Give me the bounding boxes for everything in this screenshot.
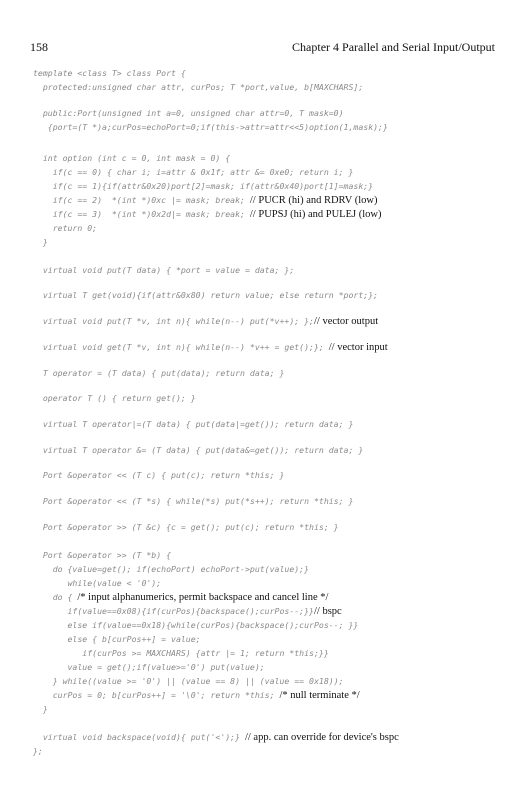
code-line: } while((value >= '0') || (value == 8) || (value == 0x18)); <box>33 676 344 686</box>
code-comment: /* null terminate */ <box>279 690 360 701</box>
code-line: if(curPos >= MAXCHARS) {attr |= 1; return *this;}} <box>33 648 329 658</box>
code-line: {port=(T *)a;curPos=echoPort=0;if(this->attr=attr<<5)option(1,mask);} <box>33 122 388 132</box>
code-comment: /* input alphanumerics, permit backspace and cancel line */ <box>77 592 329 603</box>
code-text: if(c == 2) *(int *)0xc |= mask; break; <box>33 195 250 205</box>
code-line: else { b[curPos++] = value; <box>33 634 201 644</box>
code-comment: // PUCR (hi) and RDRV (low) <box>249 195 378 206</box>
code-line: }; <box>33 746 43 756</box>
code-line: int option (int c = 0, int mask = 0) { <box>33 153 231 163</box>
code-text: if(c == 3) *(int *)0x2d|= mask; break; <box>33 209 250 219</box>
code-line: return 0; <box>33 223 98 233</box>
code-text: virtual void backspace(void){ put('<');} <box>33 732 245 742</box>
code-comment: // vector input <box>328 342 388 353</box>
code-text: do { <box>33 592 78 602</box>
code-line: else if(value==0x18){while(curPos){backspace();curPos--; }} <box>33 620 359 630</box>
code-line: value = get();if(value>='0') put(value); <box>33 662 265 672</box>
code-line <box>33 606 342 617</box>
code-line: protected:unsigned char attr, curPos; T *port,value, b[MAXCHARS]; <box>33 82 364 92</box>
code-comment: // PUPSJ (hi) and PULEJ (low) <box>249 209 382 220</box>
code-line: if(c == 1){if(attr&0x20)port[2]=mask; if(attr&0x40)port[1]=mask;} <box>33 181 374 191</box>
page-header <box>30 40 495 56</box>
code-line <box>33 342 388 353</box>
code-comment: // vector output <box>313 316 379 327</box>
code-text: curPos = 0; b[curPos++] = '\0'; return *this; <box>33 690 280 700</box>
code-line: Port &operator >> (T &c) {c = get(); put(c); return *this; } <box>33 522 339 532</box>
code-line: public:Port(unsigned int a=0, unsigned char attr=0, T mask=0) <box>33 108 344 118</box>
code-line <box>33 732 399 743</box>
code-line: virtual T operator &= (T data) { put(data&=get()); return data; } <box>33 445 364 455</box>
code-text: virtual void put(T *v, int n){ while(n--) put(*v++); }; <box>33 316 314 326</box>
code-line: T operator = (T data) { put(data); return data; } <box>33 368 285 378</box>
code-line: if(c == 0) { char i; i=attr & 0x1f; attr &= 0xe0; return i; } <box>33 167 354 177</box>
code-text: virtual void get(T *v, int n){ while(n--) *v++ = get();}; <box>33 342 329 352</box>
code-line: virtual void put(T data) { *port = value = data; }; <box>33 265 295 275</box>
code-line: Port &operator << (T *s) { while(*s) put(*s++); return *this; } <box>33 496 354 506</box>
code-line: while(value < '0'); <box>33 578 162 588</box>
code-line <box>33 592 328 603</box>
code-comment: // bspc <box>313 606 342 617</box>
code-line <box>33 195 378 206</box>
chapter-title: Chapter 4 Parallel and Serial Input/Output <box>292 40 495 54</box>
code-line: Port &operator << (T c) { put(c); return *this; } <box>33 470 285 480</box>
code-comment: // app. can override for device's bspc <box>244 732 399 743</box>
code-line: } <box>33 237 48 247</box>
code-line: virtual T operator|=(T data) { put(data|=get()); return data; } <box>33 419 354 429</box>
code-line: operator T () { return get(); } <box>33 393 196 403</box>
code-line: } <box>33 704 48 714</box>
code-line: do {value=get(); if(echoPort) echoPort->put(value);} <box>33 564 310 574</box>
code-line: Port &operator >> (T *b) { <box>33 550 172 560</box>
code-line <box>33 316 378 327</box>
code-line <box>33 209 381 220</box>
code-line: template <class T> class Port { <box>33 68 186 78</box>
code-line: virtual T get(void){if(attr&0x80) return value; else return *port;}; <box>33 290 379 300</box>
code-text: if(value==0x08){if(curPos){backspace();curPos--;}} <box>33 606 314 616</box>
code-line <box>33 690 360 701</box>
page-number: 158 <box>30 40 48 54</box>
